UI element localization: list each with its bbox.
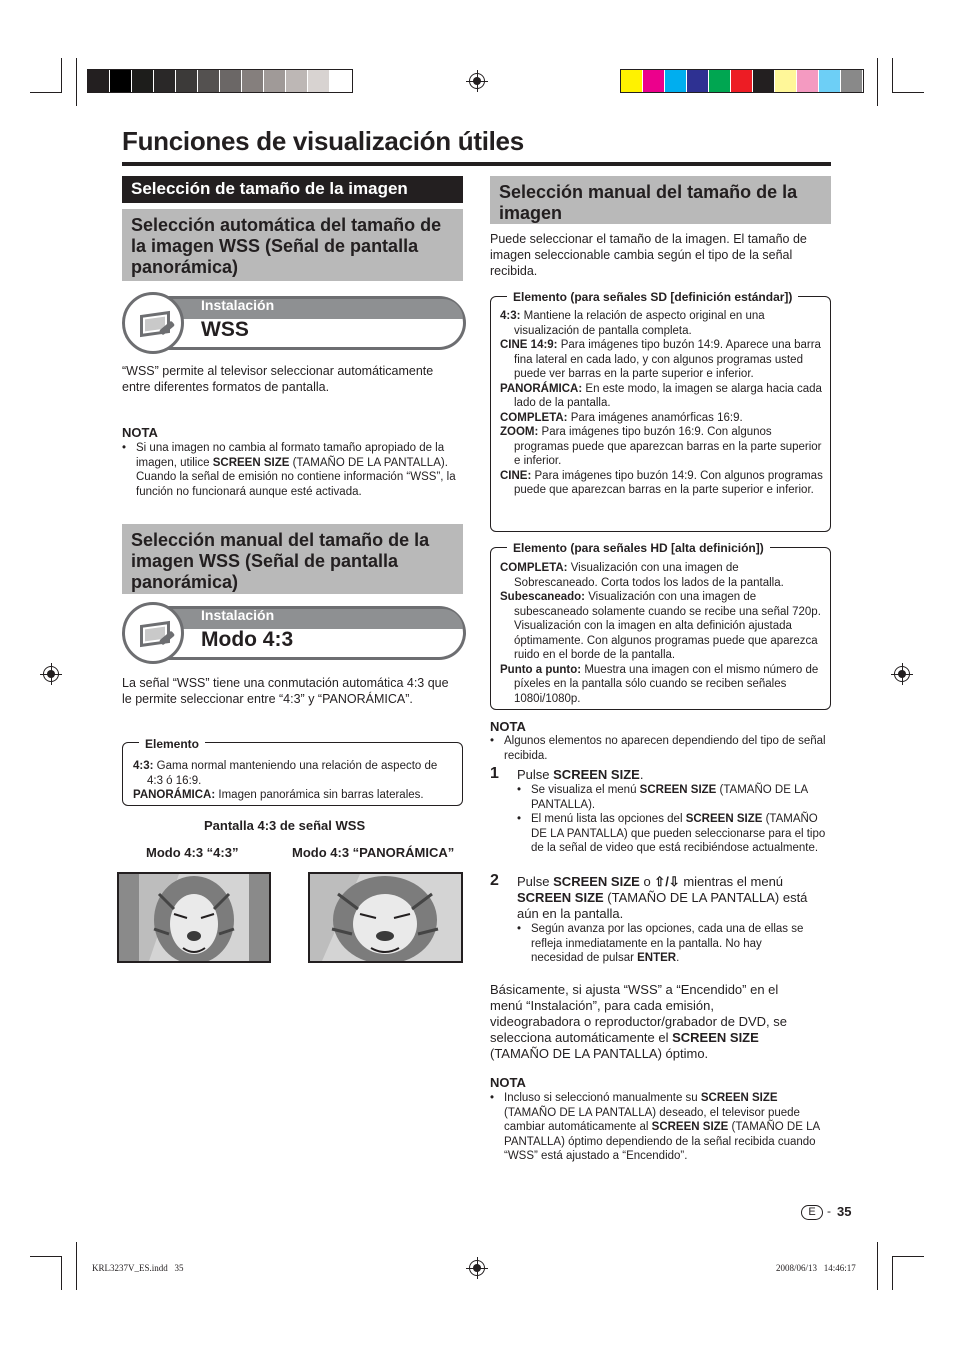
color-swatch — [643, 70, 665, 92]
note-heading: NOTA — [490, 719, 526, 734]
basic-paragraph: Básicamente, si ajusta “WSS” a “Encendido” en el menú “Instalación”, para cada emisión, videograbadora o reproductor/grabador de DVD, se selecciona automáticamente el SCREEN SIZE (TAMAÑO DE LA PANTALLA) óptimo. — [490, 982, 788, 1061]
step1-bullets: • Se visualiza el menú SCREEN SIZE (TAMAÑO DE LA PANTALLA). • El menú lista las opciones del SCREEN SIZE (TAMAÑO DE LA PANTALLA) que pueden seleccionarse para el tipo de la señal de video que está recibiéndose actualmente. — [517, 783, 830, 856]
gray-color-bar — [87, 69, 353, 93]
color-swatch — [753, 70, 775, 92]
color-swatch — [154, 70, 176, 92]
color-swatch — [709, 70, 731, 92]
sd-element-box — [490, 296, 831, 532]
installation-header — [122, 602, 466, 664]
wss-intro: “WSS” permite al televisor seleccionar automáticamente entre diferentes formatos de pantalla. — [122, 364, 434, 394]
registration-mark-icon — [894, 666, 910, 682]
color-swatch — [797, 70, 819, 92]
color-swatch — [110, 70, 132, 92]
subsection-band: Selección manual del tamaño de la imagen WSS (Señal de pantalla panorámica) — [122, 524, 463, 594]
color-bar — [620, 69, 864, 93]
element-box-title: Elemento — [139, 737, 205, 751]
tv-setup-icon — [122, 292, 184, 354]
installation-title: Modo 4:3 — [201, 628, 294, 651]
page-dash: - — [827, 1204, 831, 1218]
section-band: Selección manual del tamaño de la imagen — [490, 176, 831, 224]
mode43-intro: La señal “WSS” tiene una conmutación automática 4:3 que le permite seleccionar entre “4:3” y “PANORÁMICA”. — [122, 676, 449, 706]
note-text: • Algunos elementos no aparecen dependiendo del tipo de señal recibida. — [490, 734, 828, 763]
element-box — [122, 742, 463, 806]
color-swatch — [731, 70, 753, 92]
step2-text: Pulse SCREEN SIZE o ⇧/⇩ mientras el menú SCREEN SIZE (TAMAÑO DE LA PANTALLA) está aún en la pantalla. — [517, 874, 808, 921]
manual-intro: Puede seleccionar el tamaño de la imagen. El tamaño de imagen seleccionable cambia según el tipo de la señal recibida. — [490, 232, 807, 278]
print-date: 2008/06/13 14:46:17 — [776, 1263, 856, 1273]
crop-mark — [76, 1242, 77, 1290]
color-swatch — [176, 70, 198, 92]
page-number: 35 — [837, 1204, 852, 1219]
step2-bullets: • Según avanza por las opciones, cada una de ellas se refleja inmediatamente en la pantalla. No hay necesidad de pulsar ENTER. — [517, 922, 817, 966]
color-swatch — [330, 70, 352, 92]
color-swatch — [841, 70, 863, 92]
crop-mark — [892, 1256, 924, 1257]
color-swatch — [264, 70, 286, 92]
file-name: KRL3237V_ES.indd 35 — [92, 1263, 184, 1273]
color-swatch — [775, 70, 797, 92]
color-swatch — [220, 70, 242, 92]
color-swatch — [687, 70, 709, 92]
hd-element-item: COMPLETA: Visualización con una imagen de Sobrescaneado. Corta todos los lados de la pantalla. — [500, 562, 784, 589]
hd-element-box — [490, 547, 831, 710]
sd-element-item: COMPLETA: Para imágenes anamórficas 16:9. — [500, 411, 743, 424]
element-item: PANORÁMICA: Imagen panorámica sin barras laterales. — [133, 789, 424, 801]
color-swatch — [621, 70, 643, 92]
subsection-band: Selección automática del tamaño de la imagen WSS (Señal de pantalla panorámica) — [122, 209, 463, 281]
tv-setup-icon — [122, 602, 184, 664]
crop-mark — [892, 92, 924, 93]
sd-element-item: 4:3: Mantiene la relación de aspecto original en una visualización de pantalla completa. — [500, 310, 765, 337]
color-swatch — [242, 70, 264, 92]
color-swatch — [88, 70, 110, 92]
color-swatch — [198, 70, 220, 92]
crop-mark — [30, 92, 62, 93]
installation-title: WSS — [201, 318, 249, 341]
crop-mark — [61, 1256, 62, 1290]
sd-element-item: PANORÁMICA: En este modo, la imagen se alarga hacia cada lado de la pantalla. — [500, 382, 822, 409]
crop-mark — [30, 1256, 62, 1257]
sd-element-item: CINE 14:9: Para imágenes tipo buzón 14:9. Aparece una barra fina lateral en cada lado, y con algunos programas usted puede ver barras en la parte superior e inferior. — [500, 339, 821, 380]
registration-mark-icon — [469, 73, 485, 89]
up-down-arrow-icon: ⇧/⇩ — [654, 874, 680, 889]
hd-element-item: Punto a punto: Muestra una imagen con el mismo número de píxeles en la pantalla sólo cuando se reciben señales 1080i/1080p. — [500, 663, 819, 705]
crop-mark — [892, 1256, 893, 1290]
sd-element-item: ZOOM: Para imágenes tipo buzón 16:9. Con algunos programas puede que aparezcan barras en la parte superior e inferior. — [500, 426, 822, 467]
sd-element-item: CINE: Para imágenes tipo buzón 14:9. Con algunos programas puede que aparezcan barras en la parte superior e inferior. — [500, 469, 823, 496]
note-heading: NOTA — [122, 425, 158, 440]
crop-mark — [76, 58, 77, 106]
screen-caption: Pantalla 4:3 de señal WSS — [204, 818, 366, 833]
step-number: 2 — [490, 872, 499, 889]
mode-label-43: Modo 4:3 “4:3” — [146, 845, 239, 860]
installation-header — [122, 292, 466, 354]
note-text: • Incluso si seleccionó manualmente su SCREEN SIZE (TAMAÑO DE LA PANTALLA) deseado, el televisor puede cambiar automáticamente al SCREEN SIZE (TAMAÑO DE LA PANTALLA) óptimo dependiendo de la señal recibida cuando “WSS” está ajustado a “Encendido”. — [490, 1091, 830, 1164]
hd-element-item: Subescaneado: Visualización con una imagen de subescaneado solamente cuando se recibe una señal 720p. Visualización con la imagen en alta definición ajustada óptimamente. Con algunos programas puede que aparezca ruido en el borde de la pantalla. — [500, 591, 821, 661]
color-swatch — [665, 70, 687, 92]
language-badge: E — [801, 1205, 823, 1220]
color-swatch — [308, 70, 330, 92]
note-heading: NOTA — [490, 1075, 526, 1090]
crop-mark — [892, 58, 893, 92]
title-rule — [122, 162, 831, 166]
lion-image-43 — [117, 872, 271, 963]
lion-image-panoramic — [308, 872, 463, 963]
color-swatch — [286, 70, 308, 92]
installation-label: Instalación — [201, 297, 275, 313]
color-swatch — [132, 70, 154, 92]
step-number: 1 — [490, 765, 499, 782]
registration-mark-icon — [43, 666, 59, 682]
color-swatch — [819, 70, 841, 92]
element-item: 4:3: Gama normal manteniendo una relación de aspecto de 4:3 ó 16:9. — [133, 760, 438, 787]
registration-mark-icon — [469, 1260, 485, 1276]
crop-mark — [877, 1242, 878, 1290]
hd-box-title: Elemento (para señales HD [alta definición]) — [507, 541, 770, 555]
sd-box-title: Elemento (para señales SD [definición estándar]) — [507, 290, 798, 304]
note-text: • Si una imagen no cambia al formato tamaño apropiado de la imagen, utilice SCREEN SIZE (TAMAÑO DE LA PANTALLA). Cuando la señal de emisión no contiene información “WSS”, la función no funcionará aunque esté activada. — [122, 441, 460, 499]
crop-mark — [61, 58, 62, 92]
page-title: Funciones de visualización útiles — [122, 126, 524, 156]
section-band: Selección de tamaño de la imagen — [122, 176, 463, 203]
installation-label: Instalación — [201, 607, 275, 623]
step1-text: Pulse SCREEN SIZE. — [517, 767, 644, 782]
mode-label-panoramic: Modo 4:3 “PANORÁMICA” — [292, 845, 455, 860]
crop-mark — [877, 58, 878, 106]
